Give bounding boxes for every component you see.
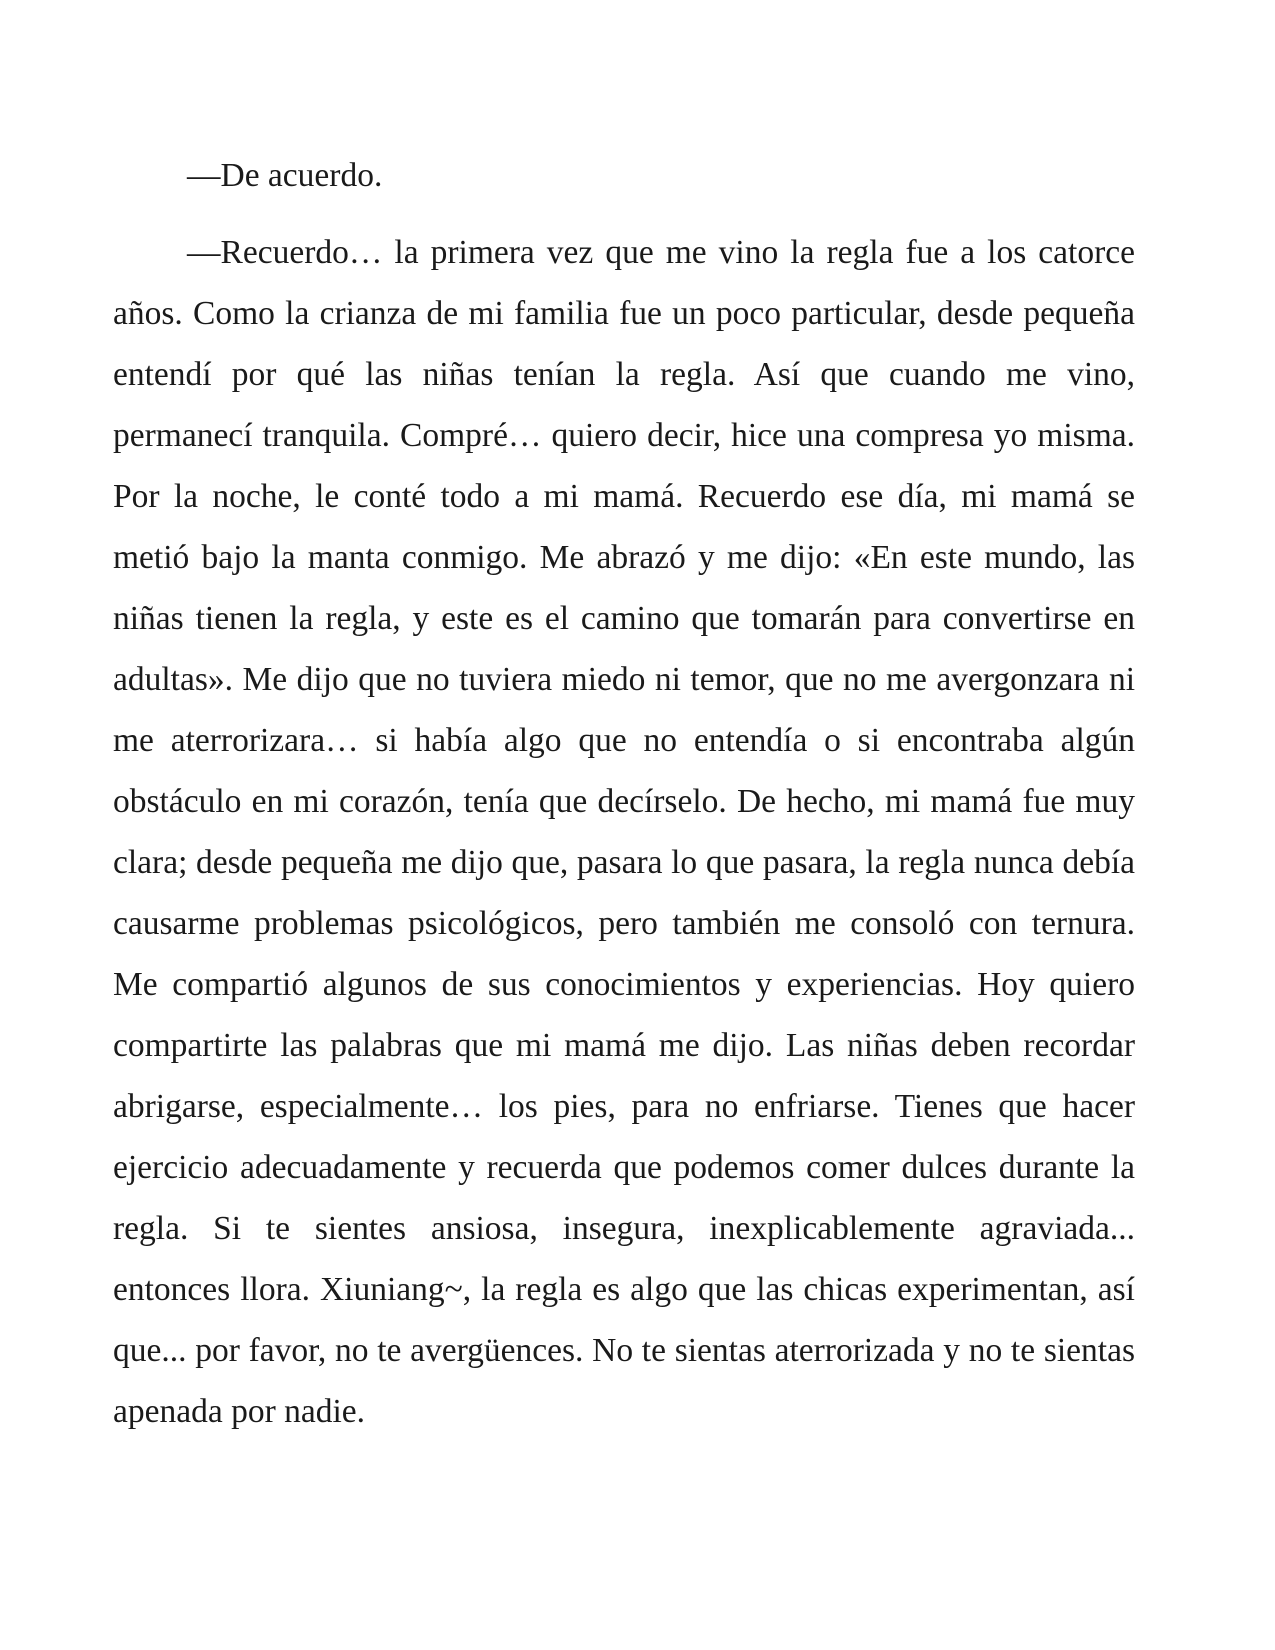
paragraph-dialogue-1: —De acuerdo. — [187, 157, 383, 194]
paragraph-dialogue-2: —Recuerdo… la primera vez que me vino la regla fue a los catorce años. Como la crianza de mi familia fue un poco particular, desde pequeña entendí por qué las niñas tenían la regla. Así que cuando me vino, permanecí tranquila. Compré… quiero decir, hice una compresa yo misma. Por la noche, le conté todo a mi mamá. Recuerdo ese día, mi mamá se metió bajo la manta conmigo. Me abrazó y me dijo: «En este mundo, las niñas tienen la regla, y este es el camino que tomarán para convertirse en adultas». Me dijo que no tuviera miedo ni temor, que no me avergonzara ni me aterrorizara… si había algo que no entendía o si encontraba algún obstáculo en mi corazón, tenía que decírselo. De hecho, mi mamá fue muy clara; desde pequeña me dijo que, pasara lo que pasara, la regla nunca debía causarme problemas psicológicos, pero también me consoló con ternura. Me compartió algunos de sus conocimientos y experiencias. Hoy quiero compartirte las palabras que mi mamá me dijo. Las niñas deben recordar abrigarse, especialmente… los pies, para no enfriarse. Tienes que hacer ejercicio adecuadamente y recuerda que podemos comer dulces durante la regla. Si te sientes ansiosa, insegura, inexplicablemente agraviada... entonces llora. Xiuniang~, la regla es algo que las chicas experimentan, así que... por favor, no te avergüences. No te sientas aterrorizada y no te sientas apenada por nadie. — [113, 234, 1135, 1430]
body-text — [113, 145, 1135, 1442]
